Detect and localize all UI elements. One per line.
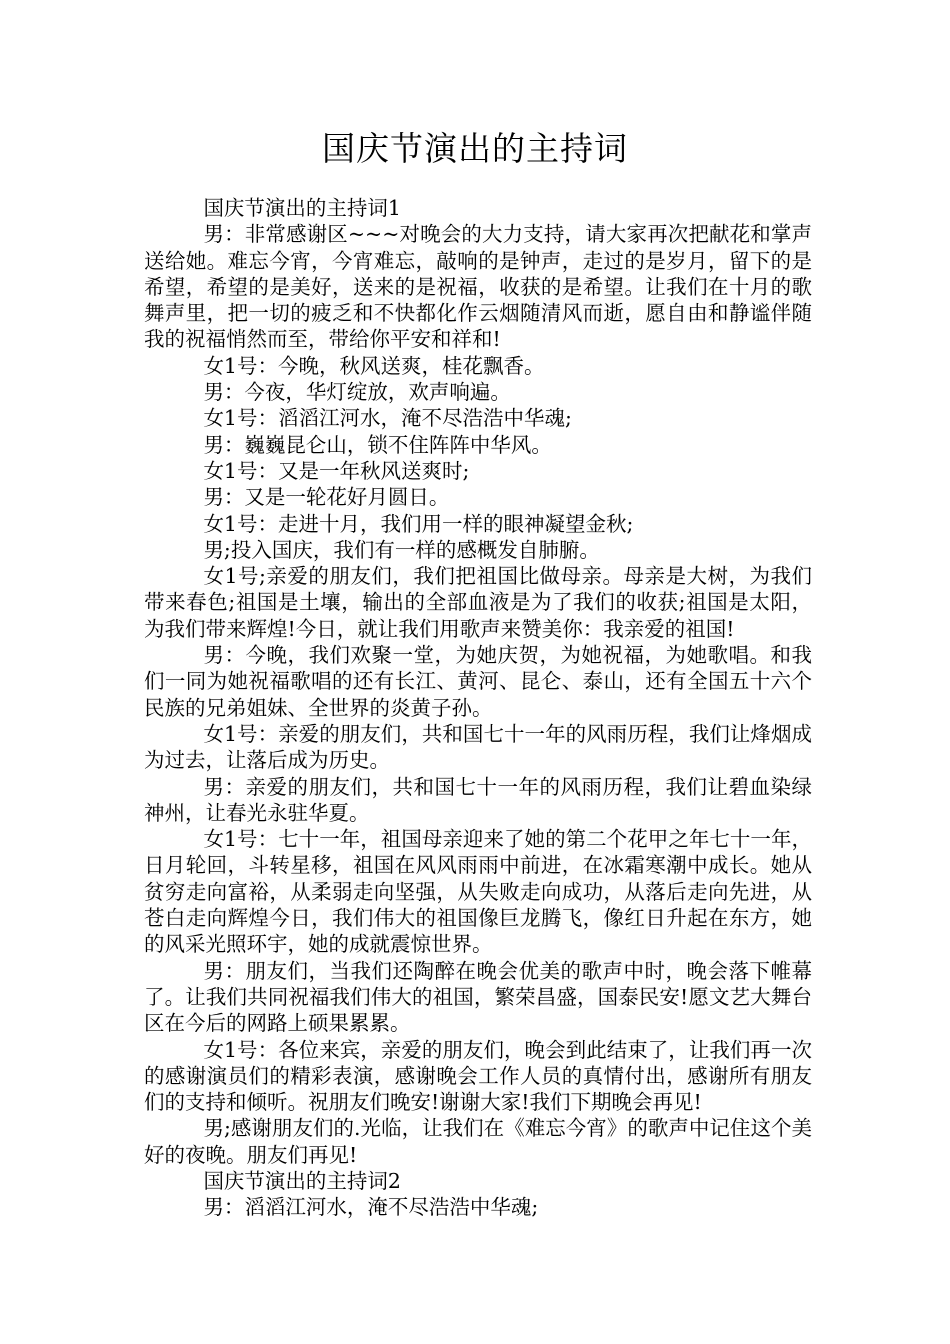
paragraph: 女1号：亲爱的朋友们，共和国七十一年的风雨历程，我们让烽烟成为过去，让落后成为历史。	[144, 721, 812, 773]
paragraph: 男：今晚，我们欢聚一堂，为她庆贺，为她祝福，为她歌唱。和我们一同为她祝福歌唱的还有长江、黄河、昆仑、泰山，还有全国五十六个民族的兄弟姐妹、全世界的炎黄子孙。	[144, 643, 812, 720]
paragraph: 女1号：各位来宾，亲爱的朋友们，晚会到此结束了，让我们再一次的感谢演员们的精彩表演，感谢晚会工作人员的真情付出，感谢所有朋友们的支持和倾听。祝朋友们晚安!谢谢大家!我们下期晚会再见!	[144, 1037, 812, 1115]
paragraph: 男：朋友们，当我们还陶醉在晚会优美的歌声中时，晚会落下帷幕了。让我们共同祝福我们伟大的祖国，繁荣昌盛，国泰民安!愿文艺大舞台区在今后的网路上硕果累累。	[144, 958, 812, 1036]
paragraph: 女1号：滔滔江河水，淹不尽浩浩中华魂;	[203, 406, 572, 431]
paragraph: 女1号：今晚，秋风送爽，桂花飘香。	[203, 353, 545, 378]
paragraph: 女1号：走进十月，我们用一样的眼神凝望金秋;	[203, 511, 634, 536]
paragraph: 男：亲爱的朋友们，共和国七十一年的风雨历程，我们让碧血染绿神州，让春光永驻华夏。	[144, 774, 812, 825]
paragraph: 男：今夜，华灯绽放，欢声响遍。	[203, 380, 511, 405]
paragraph: 男;投入国庆，我们有一样的感概发自肺腑。	[203, 537, 600, 562]
paragraph: 国庆节演出的主持词2	[203, 1168, 401, 1193]
document-title: 国庆节演出的主持词	[322, 129, 628, 168]
document-body	[144, 195, 812, 1221]
paragraph: 男：滔滔江河水，淹不尽浩浩中华魂;	[203, 1195, 539, 1220]
paragraph: 男：巍巍昆仑山，锁不住阵阵中华风。	[203, 432, 552, 457]
paragraph: 男：又是一轮花好月圆日。	[203, 485, 450, 510]
paragraph: 男：非常感谢区~~~对晚会的大力支持，请大家再次把献花和掌声送给她。难忘今宵，今宵难忘，敲响的是钟声，走过的是岁月，留下的是希望，希望的是美好，送来的是祝福，收获的是希望。让我们在十月的歌舞声里，把一切的疲乏和不快都化作云烟随清风而逝，愿自由和静谧伴随我的祝福悄然而至，带给你平安和祥和!	[144, 222, 812, 352]
paragraph: 女1号：又是一年秋风送爽时;	[203, 458, 470, 483]
paragraph: 国庆节演出的主持词1	[203, 196, 401, 220]
paragraph: 男;感谢朋友们的.光临，让我们在《难忘今宵》的歌声中记住这个美好的夜晚。朋友们再见!	[144, 1116, 812, 1167]
paragraph: 女1号;亲爱的朋友们，我们把祖国比做母亲。母亲是大树，为我们带来春色;祖国是土壤，输出的全部血液是为了我们的收获;祖国是太阳，为我们带来辉煌!今日，就让我们用歌声来赞美你：我亲爱的祖国!	[144, 564, 812, 641]
paragraph: 女1号：七十一年，祖国母亲迎来了她的第二个花甲之年七十一年，日月轮回，斗转星移，祖国在风风雨雨中前进，在冰霜寒潮中成长。她从贫穷走向富裕，从柔弱走向坚强，从失败走向成功，从落后走向先进，从苍白走向辉煌今日，我们伟大的祖国像巨龙腾飞，像红日升起在东方，她的风采光照环宇，她的成就震惊世界。	[144, 827, 812, 957]
